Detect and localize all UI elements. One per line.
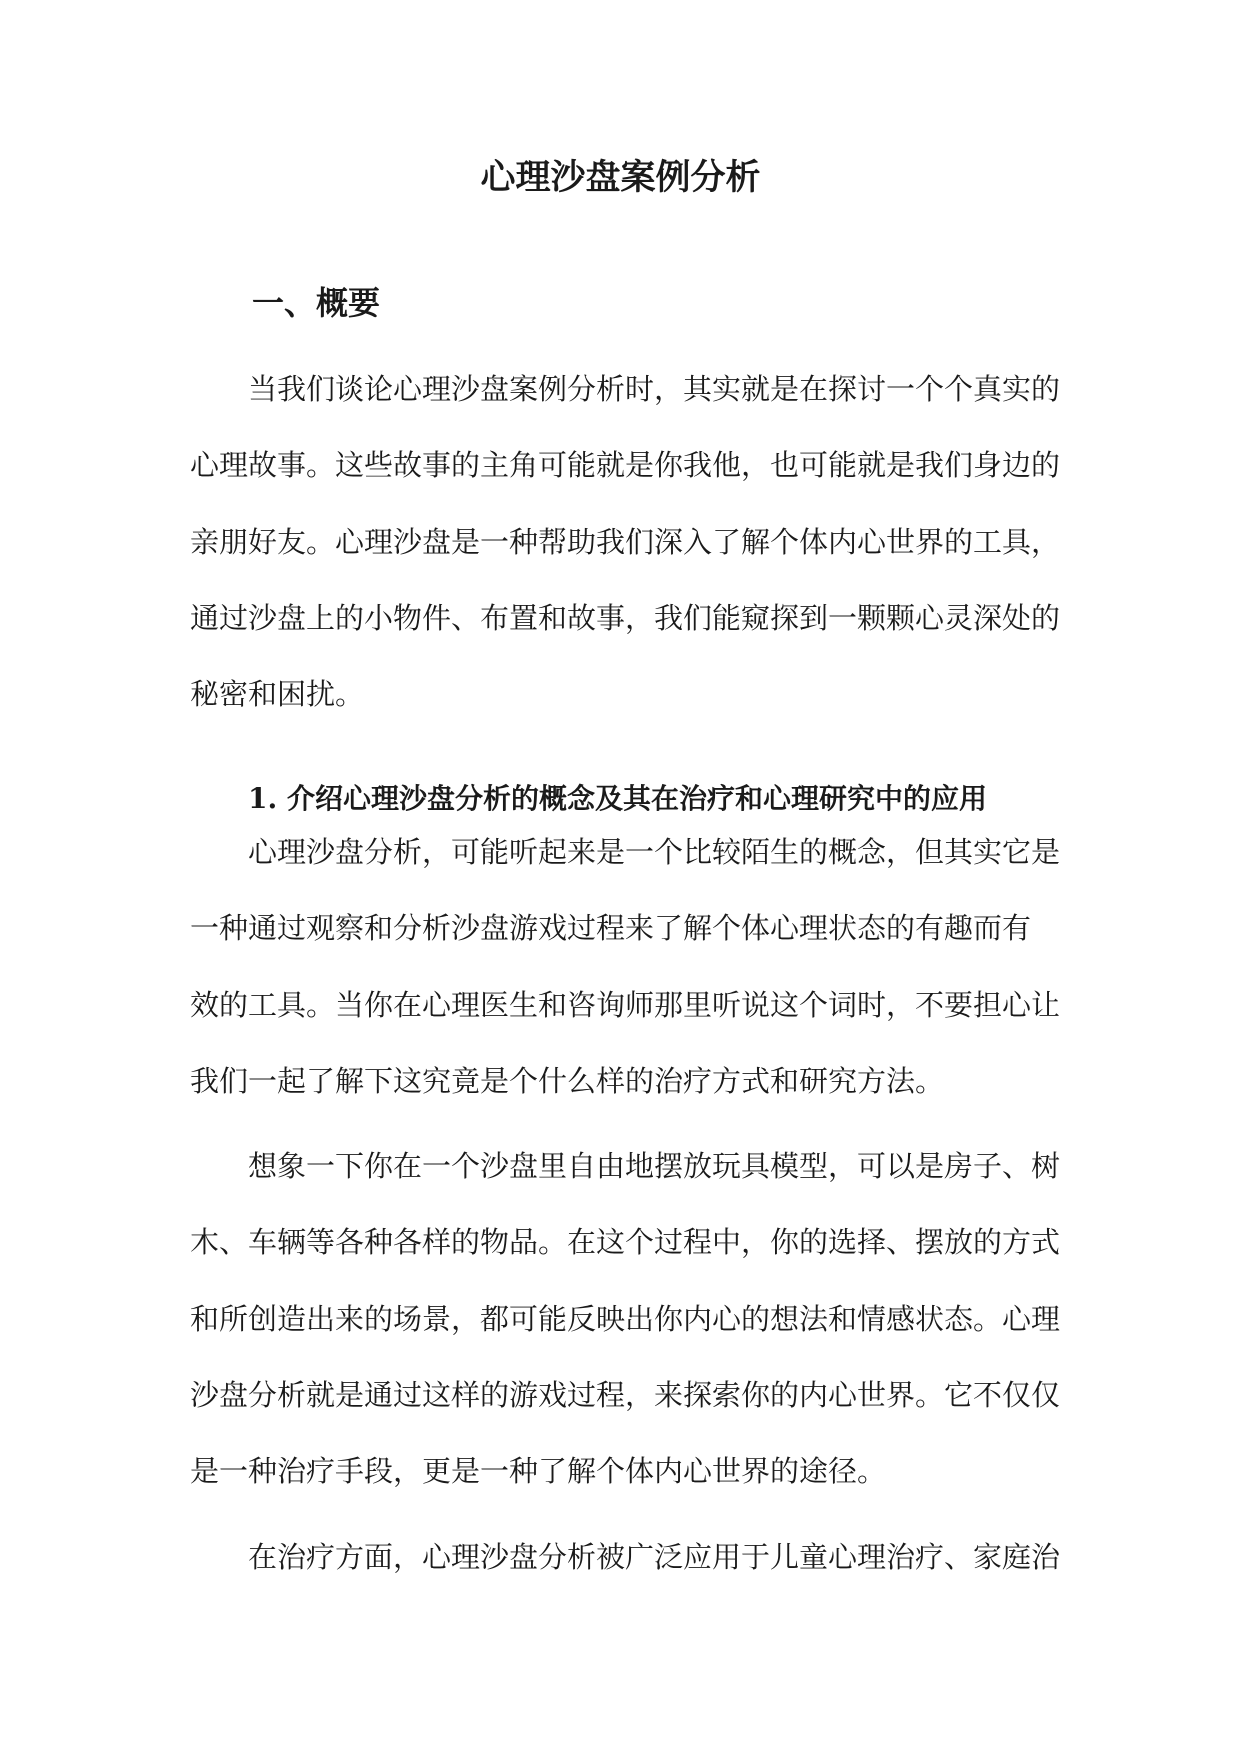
paragraph-line: 木、车辆等各种各样的物品。在这个过程中，你的选择、摆放的方式 (190, 1225, 1061, 1260)
paragraph-line: 在治疗方面，心理沙盘分析被广泛应用于儿童心理治疗、家庭治 (248, 1540, 1061, 1574)
paragraph-line: 效的工具。当你在心理医生和咨询师那里听说这个词时，不要担心让 (190, 987, 1061, 1022)
concept-paragraph (190, 814, 1061, 1119)
paragraph-line: 心理故事。这些故事的主角可能就是你我他，也可能就是我们身边的 (190, 448, 1061, 483)
document-title: 心理沙盘案例分析 (480, 157, 761, 198)
subsection-heading-concept: 1. 介绍心理沙盘分析的概念及其在治疗和心理研究中的应用 (248, 782, 987, 815)
paragraph-line: 是一种治疗手段，更是一种了解个体内心世界的途径。 (190, 1454, 887, 1489)
sandplay-description-paragraph (190, 1128, 1061, 1509)
paragraph-line: 想象一下你在一个沙盘里自由地摆放玩具模型，可以是房子、树 (248, 1149, 1061, 1183)
paragraph-line: 当我们谈论心理沙盘案例分析时，其实就是在探讨一个个真实的 (248, 372, 1061, 406)
paragraph-line: 我们一起了解下这究竟是个什么样的治疗方式和研究方法。 (190, 1063, 945, 1098)
paragraph-line: 和所创造出来的场景，都可能反映出你内心的想法和情感状态。心理 (190, 1301, 1061, 1336)
paragraph-line: 沙盘分析就是通过这样的游戏过程，来探索你的内心世界。它不仅仅 (190, 1377, 1061, 1412)
paragraph-line: 亲朋好友。心理沙盘是一种帮助我们深入了解个体内心世界的工具， (190, 524, 1061, 559)
section-heading-overview: 一、概要 (252, 284, 381, 322)
paragraph-line: 一种通过观察和分析沙盘游戏过程来了解个体心理状态的有趣而有 (190, 911, 1032, 946)
paragraph-line: 秘密和困扰。 (190, 677, 365, 712)
therapy-application-paragraph (190, 1519, 1061, 1595)
intro-paragraph (190, 351, 1061, 732)
paragraph-line: 心理沙盘分析，可能听起来是一个比较陌生的概念，但其实它是 (248, 835, 1061, 869)
paragraph-line: 通过沙盘上的小物件、布置和故事，我们能窥探到一颗颗心灵深处的 (190, 600, 1061, 635)
